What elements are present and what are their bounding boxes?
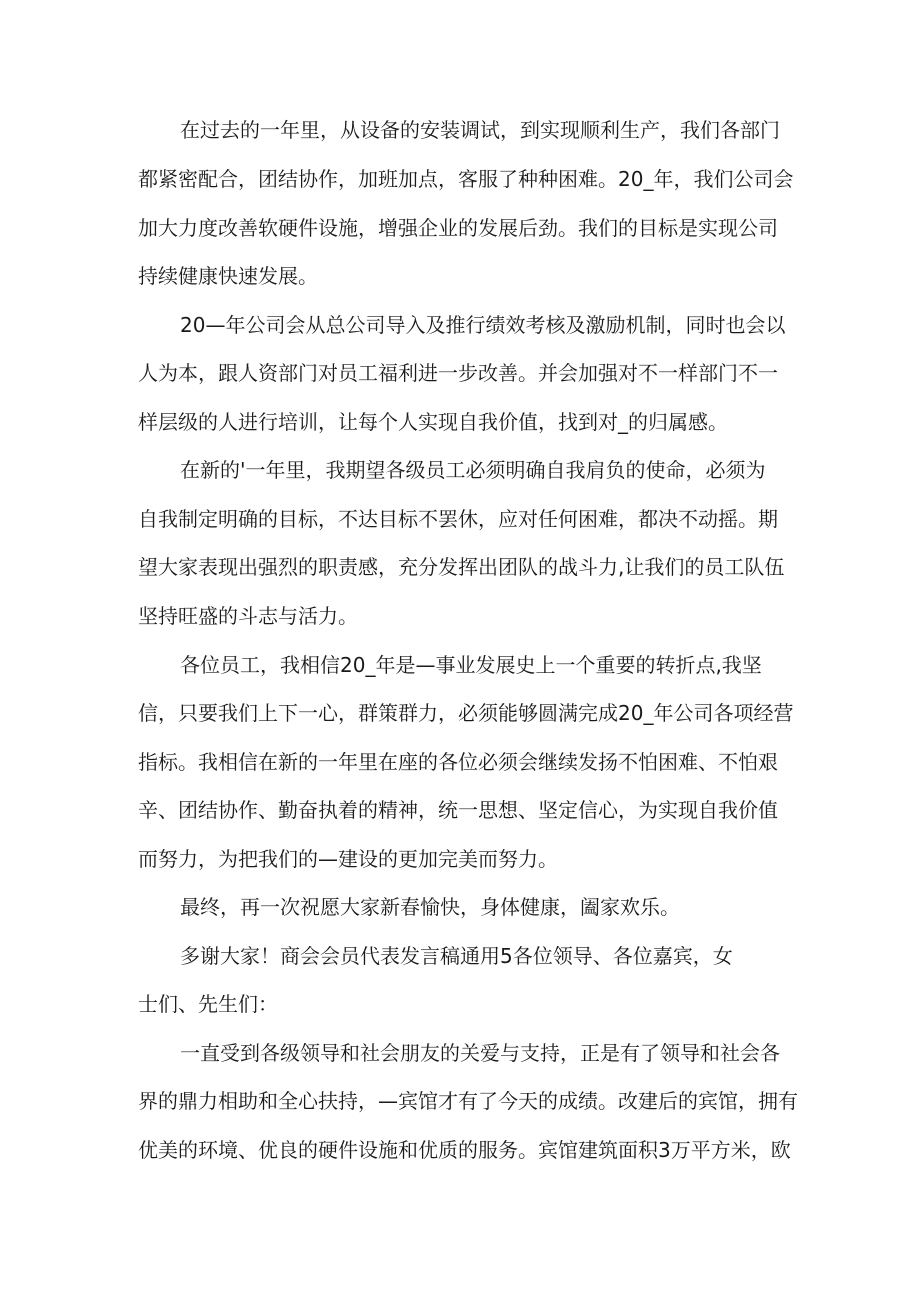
paragraph-1-line-4: 持续健康快速发展。 [138, 264, 318, 288]
paragraph-6-line-2: 士们、先生们： [138, 992, 278, 1016]
paragraph-3-line-3: 望大家表现出强烈的职责感，充分发挥出团队的战斗力,让我们的员工队伍 [138, 555, 785, 579]
paragraph-7-line-2: 界的鼎力相助和全心扶持，—宾馆才有了今天的成绩。改建后的宾馆，拥有 [138, 1089, 798, 1113]
paragraph-4-line-1: 各位员工，我相信20_年是—事业发展史上一个重要的转折点,我坚 [180, 653, 762, 677]
paragraph-2-line-2: 人为本，跟人资部门对员工福利进一步改善。并会加强对不一样部门不一 [138, 361, 778, 385]
paragraph-4-line-2: 信，只要我们上下一心，群策群力，必须能够圆满完成20_年公司各项经营 [138, 701, 794, 725]
paragraph-5-line-1: 最终，再一次祝愿大家新春愉快，身体健康，阖家欢乐。 [180, 895, 680, 919]
paragraph-2-line-1: 20—年公司会从总公司导入及推行绩效考核及激励机制，同时也会以 [180, 313, 786, 337]
paragraph-4-line-3: 指标。我相信在新的一年里在座的各位必须会继续发扬不怕困难、不怕艰 [138, 750, 778, 774]
paragraph-1-line-2: 都紧密配合，团结协作，加班加点，客服了种种困难。20_年，我们公司会 [138, 167, 794, 191]
paragraph-7-line-1: 一直受到各级领导和社会朋友的关爱与支持，正是有了领导和社会各 [180, 1041, 780, 1065]
paragraph-3-line-2: 自我制定明确的目标，不达目标不罢休，应对任何困难，都决不动摇。期 [138, 507, 778, 531]
paragraph-4-line-4: 辛、团结协作、勤奋执着的精神，统一思想、坚定信心，为实现自我价值 [138, 798, 778, 822]
paragraph-3-line-1: 在新的'一年里，我期望各级员工必须明确自我肩负的使命，必须为 [180, 458, 766, 482]
paragraph-7-line-3: 优美的环境、优良的硬件设施和优质的服务。宾馆建筑面积3万平方米，欧 [138, 1138, 791, 1162]
paragraph-1-line-1: 在过去的一年里，从设备的安装调试，到实现顺利生产，我们各部门 [180, 118, 780, 142]
paragraph-1-line-3: 加大力度改善软硬件设施，增强企业的发展后劲。我们的目标是实现公司 [138, 216, 778, 240]
paragraph-6-line-1: 多谢大家！商会会员代表发言稿通用5各位领导、各位嘉宾，女 [180, 944, 733, 968]
paragraph-3-line-4: 坚持旺盛的斗志与活力。 [138, 604, 358, 628]
paragraph-2-line-3: 样层级的人进行培训，让每个人实现自我价值，找到对_的归属感。 [138, 410, 728, 434]
paragraph-4-line-5: 而努力，为把我们的—建设的更加完美而努力。 [138, 847, 558, 871]
